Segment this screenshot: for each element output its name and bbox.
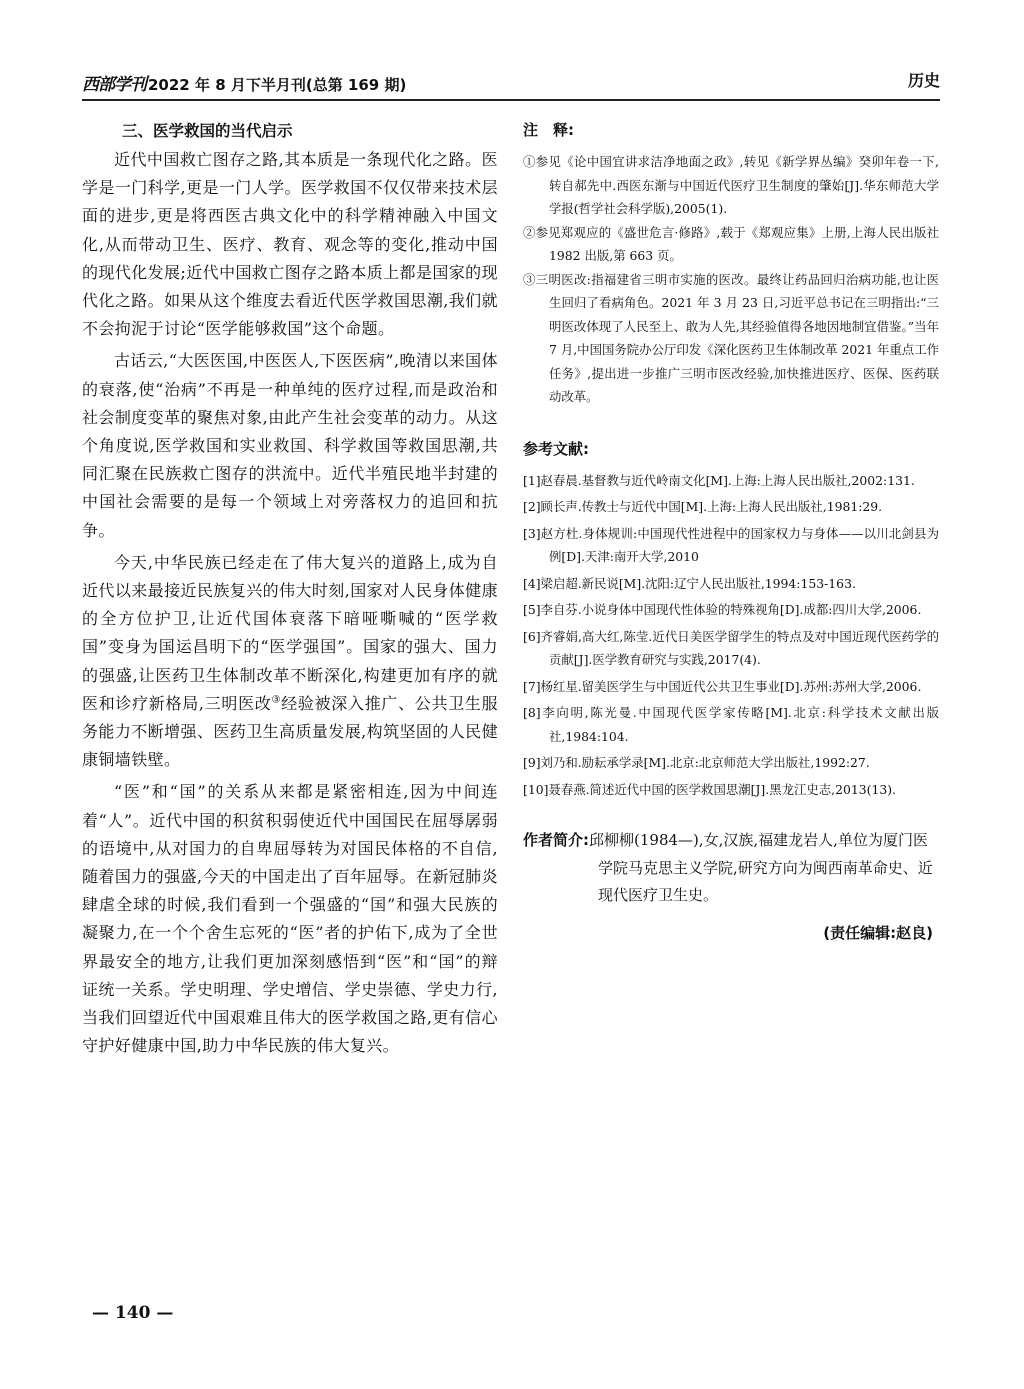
issue-info: 2022 年 8 月下半月刊(总第 169 期) [148, 76, 407, 94]
journal-logo: 西部学刊 [82, 75, 146, 95]
reference-item: [4]梁启超.新民说[M].沈阳:辽宁人民出版社,1994:153-163. [523, 575, 856, 591]
page-number: — 140 — [92, 1303, 174, 1323]
reference-item: [8]李向明,陈光曼.中国现代医学家传略[M].北京:科学技术文献出版社,1984:104. [523, 705, 939, 744]
reference-item: [2]顾长声.传教士与近代中国[M].上海:上海人民出版社,1981:29. [523, 499, 883, 514]
paragraph-4: “医”和“国”的关系从来都是紧密相连,因为中间连着“人”。近代中国的积贫积弱使近代中国国民在屈辱孱弱的语境中,从对国力的自卑屈辱转为对国民体格的不自信,随着国力的强盛,今天的中国走出了百年屈辱。在新冠肺炎肆虐全球的时候,我们看到一个强盛的“国”和强大民族的凝聚力,在一个个舍生忘死的“医”者的护佑下,成为了全世界最安全的地方,让我们更加深刻感悟到“医”和“国”的辩证统一关系。学史明理、学史增信、学史崇德、学史力行,当我们回望近代中国艰难且伟大的医学救国之路,更有信心守护好健康中国,助力中华民族的伟大复兴。 [82, 782, 498, 1056]
reference-item: [1]赵春晨.基督教与近代岭南文化[M].上海:上海人民出版社,2002:131. [523, 472, 915, 488]
responsible-editor: (责任编辑:赵良) [823, 923, 933, 942]
page-header [82, 68, 940, 98]
notes-heading: 注 释: [523, 121, 574, 139]
note-item: ③三明医改:指福建省三明市实施的医改。最终让药品回归治病功能,也让医生回归了看病角色。2021 年 3 月 23 日,习近平总书记在三明指出:“三明医改体现了人民至上、敢为人先,其经验值得各地因地制宜借鉴。”当年 7 月,中国国务院办公厅印发《深化医药卫生体制改革 2021 年重点工作任务》,提出进一步推广三明市医改经验,加快推进医疗、医保、医药联动改革。 [523, 271, 939, 404]
reference-item: [9]刘乃和.励耘承学录[M].北京:北京师范大学出版社,1992:27. [523, 755, 870, 770]
reference-item: [10]聂春燕.简述近代中国的医学救国思潮[J].黑龙江史志,2013(13). [523, 781, 896, 797]
references-section [523, 439, 939, 802]
main-text-column [82, 116, 498, 1065]
note-item: ①参见《论中国宜讲求洁净地面之政》,转见《新学界丛编》癸卯年卷一下,转自郝先中.西医东渐与中国近代医疗卫生制度的肇始[J].华东师范大学学报(哲学社会科学版),2005(1). [523, 154, 939, 216]
reference-item: [6]齐睿娟,高大红,陈莹.近代日美医学留学生的特点及对中国近现代医药学的贡献[J].医学教育研究与实践,2017(4). [523, 628, 939, 667]
section-title: 三、医学救国的当代启示 [122, 122, 293, 140]
section-label: 历史 [907, 71, 940, 90]
paragraph-1: 近代中国救亡图存之路,其本质是一条现代化之路。医学是一门科学,更是一门人学。医学救国不仅仅带来技术层面的进步,更是将西医古典文化中的科学精神融入中国文化,从而带动卫生、医疗、教育、观念等的变化,推动中国的现代化发展;近代中国救亡图存之路本质上都是国家的现代化之路。如果从这个维度去看近代医学救国思潮,我们就不会拘泥于讨论“医学能够救国”这个命题。 [82, 150, 498, 339]
footnote-ref-3[interactable]: ③ [271, 694, 282, 706]
journal-issue-line [82, 70, 406, 95]
reference-item: [7]杨红星.留美医学生与中国近代公共卫生事业[D].苏州:苏州大学,2006. [523, 678, 922, 694]
reference-item: [3]赵方杜.身体规训:中国现代性进程中的国家权力与身体——以川北剑县为例[D].天津:南开大学,2010 [523, 525, 939, 564]
references-heading: 参考文献: [523, 439, 589, 458]
paragraph-2: 古话云,“大医医国,中医医人,下医医病”,晚清以来国体的衰落,使“治病”不再是一种单纯的医疗过程,而是政治和社会制度变革的聚焦对象,由此产生社会变革的动力。从这个角度说,医学救国和实业救国、科学救国等救国思潮,共同汇聚在民族救亡图存的洪流中。近代半殖民地半封建的中国社会需要的是每一个领域上对旁落权力的追回和抗争。 [82, 351, 498, 540]
paragraph-3 [82, 549, 498, 775]
paragraph-3-middle: “医学强国”。国家的强大、国力的强盛,让医药卫生体制改革不断深化,构建更加有序的就医和诊疗新格局,三明医改 [82, 637, 498, 713]
paragraph-3-start: 今天,中华民族已经走在了伟大复兴的道路上,成为自近代以来最接近民族复兴的伟大时刻,国家对人民身体健康的全方位护卫,让近代国体衰落下暗哑嘶喊的“医学救国”变身为国运昌明下的 [82, 552, 498, 657]
header-rule [82, 99, 940, 101]
notes-column [523, 120, 939, 943]
author-bio [523, 827, 939, 910]
note-item: ②参见郑观应的《盛世危言·修路》,载于《郑观应集》上册,上海人民出版社 1982 出版,第 663 页。 [523, 224, 939, 263]
author-bio-label: 作者简介: [523, 831, 589, 849]
paragraph-3-end: 经验被深入推广、公共卫生服务能力不断增强、医药卫生高质量发展,构筑坚固的人民健康铜墙铁壁。 [82, 693, 499, 770]
author-bio-text: 邱柳柳(1984—),女,汉族,福建龙岩人,单位为厦门医学院马克思主义学院,研究方向为闽西南革命史、近现代医疗卫生史。 [589, 831, 933, 904]
reference-item: [5]李自芬.小说身体中国现代性体验的特殊视角[D].成都:四川大学,2006. [523, 602, 922, 617]
